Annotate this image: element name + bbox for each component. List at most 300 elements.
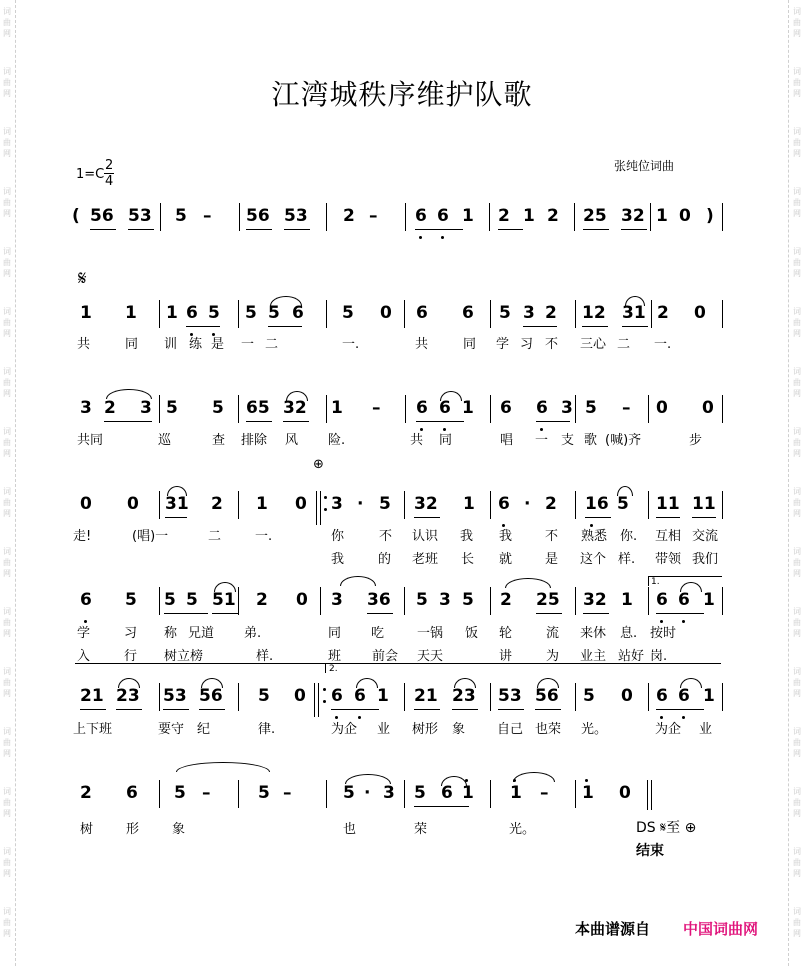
slur (680, 582, 702, 592)
underline (246, 229, 272, 230)
note: 6 (536, 398, 548, 418)
barline (326, 395, 327, 423)
note: 56 (90, 206, 114, 226)
lyric: 我 (331, 552, 345, 567)
lyric: 是 (545, 552, 559, 567)
note: 5 (343, 783, 355, 803)
note: 1 (462, 206, 474, 226)
note: 6 (186, 303, 198, 323)
note: 5 (585, 398, 597, 418)
note: 36 (367, 590, 391, 610)
barline (575, 587, 576, 615)
lyric: 来休 (580, 626, 607, 641)
note: 0 (702, 398, 714, 418)
note: 31 (622, 303, 646, 323)
barline (318, 683, 319, 717)
watermark-text: 词 曲 网 (3, 367, 11, 398)
underline (523, 326, 557, 327)
note: 0 (294, 686, 306, 706)
underline (583, 229, 609, 230)
lyric: 走! (73, 529, 92, 544)
watermark-text: 词 曲 网 (793, 427, 801, 458)
barline (238, 395, 239, 423)
note: 0 (656, 398, 668, 418)
lyric: 的 (378, 552, 392, 567)
note: 56 (535, 686, 559, 706)
underline (164, 613, 208, 614)
slur (440, 391, 462, 401)
barline (404, 491, 405, 519)
note: 5 (186, 590, 198, 610)
lyric: 弟. (244, 626, 262, 641)
watermark-text: 词 曲 网 (3, 787, 11, 818)
note: 0 (380, 303, 392, 323)
watermark-text: 词 曲 网 (793, 847, 801, 878)
note: 6 (292, 303, 304, 323)
underline (656, 709, 704, 710)
note: 51 (212, 590, 236, 610)
note: 0 (127, 494, 139, 514)
note: · (364, 783, 371, 803)
lyric: 步 (689, 433, 703, 448)
repeat-dot (324, 508, 327, 511)
note: 5 (414, 783, 426, 803)
lyric: 不 (545, 529, 559, 544)
watermark-text: 词 曲 网 (793, 127, 801, 158)
underline (116, 709, 142, 710)
note: 32 (414, 494, 438, 514)
underline (104, 421, 152, 422)
barline (722, 683, 723, 711)
lyric: 同 (439, 433, 453, 448)
lyric: 你 (331, 529, 345, 544)
barline (405, 203, 406, 231)
note: 2 (104, 398, 116, 418)
watermark-text: 词 曲 网 (3, 127, 11, 158)
note: 6 (331, 686, 343, 706)
note: 5 (175, 206, 187, 226)
underline (498, 229, 523, 230)
underline (416, 421, 464, 422)
watermark-text: 词 曲 网 (3, 907, 11, 938)
lyric: 交流 (692, 529, 719, 544)
note: 1 (80, 303, 92, 323)
underline (498, 709, 524, 710)
watermark-text: 词 曲 网 (3, 667, 11, 698)
note: 1 (462, 398, 474, 418)
lyric: 学 (496, 337, 510, 352)
note: 53 (163, 686, 187, 706)
barline (722, 395, 723, 423)
note: 6 (439, 398, 451, 418)
time-sig-top: 2 (105, 158, 114, 173)
barline (326, 203, 327, 231)
note: 5 (499, 303, 511, 323)
watermark-text: 词 曲 网 (3, 307, 11, 338)
system-divider (75, 663, 721, 664)
lyric: 兄道 (188, 626, 215, 641)
note: 11 (692, 494, 716, 514)
watermark-text: 词 曲 网 (3, 487, 11, 518)
note: 1 (582, 783, 594, 803)
octave-dot-high (513, 779, 516, 782)
note: 0 (80, 494, 92, 514)
note: 31 (165, 494, 189, 514)
barline (575, 395, 576, 423)
lyric: 一 (241, 337, 255, 352)
note: 0 (619, 783, 631, 803)
lyric: 就 (499, 552, 513, 567)
note: 6 (656, 686, 668, 706)
lyric: 一. (342, 337, 360, 352)
right-dashed-line (788, 0, 789, 966)
barline (648, 491, 649, 519)
note: 1 (703, 590, 715, 610)
underline (656, 613, 704, 614)
note: 53 (128, 206, 152, 226)
lyric: 长 (461, 552, 475, 567)
octave-dot-high (585, 779, 588, 782)
octave-dot (419, 236, 422, 239)
watermark-text: 词 曲 网 (793, 607, 801, 638)
lyric: 要守 (158, 722, 185, 737)
barline (648, 683, 649, 711)
watermark-text: 词 曲 网 (3, 727, 11, 758)
watermark-text: 词 曲 网 (793, 547, 801, 578)
note: 53 (498, 686, 522, 706)
barline (238, 683, 239, 711)
ds-marking: DS 𝄋至 ⊕ (636, 820, 697, 836)
watermark-text: 词 曲 网 (3, 67, 11, 98)
time-sig-bottom: 4 (105, 174, 114, 189)
slur (625, 296, 645, 306)
note: 2 (256, 590, 268, 610)
lyric: 形 (126, 822, 140, 837)
watermark-text: 词 曲 网 (3, 607, 11, 638)
underline (536, 613, 562, 614)
note: 6 (656, 590, 668, 610)
note: · (524, 494, 531, 514)
note: 3 (523, 303, 535, 323)
lyric: 行 (124, 649, 138, 664)
lyric: 岗. (650, 649, 668, 664)
note: 2 (343, 206, 355, 226)
underline (268, 326, 302, 327)
note: 3 (561, 398, 573, 418)
repeat-dot (323, 700, 326, 703)
lyric: 互相 (655, 529, 682, 544)
slur (441, 776, 467, 786)
barline (404, 587, 405, 615)
watermark-text: 词 曲 网 (3, 427, 11, 458)
note: 6 (500, 398, 512, 418)
lyric: 风 (285, 433, 299, 448)
lyric: 一 (535, 433, 549, 448)
barline (647, 780, 648, 810)
barline (238, 780, 239, 808)
lyric: 同 (463, 337, 477, 352)
underline (186, 326, 220, 327)
barline (575, 683, 576, 711)
note: 0 (694, 303, 706, 323)
note: 53 (284, 206, 308, 226)
slur (286, 391, 308, 401)
underline (90, 229, 116, 230)
underline (414, 517, 440, 518)
note: – (283, 783, 292, 803)
watermark-text: 词 曲 网 (3, 187, 11, 218)
lyric: (喊)齐 (605, 433, 642, 448)
lyric: 同 (125, 337, 139, 352)
underline (583, 613, 609, 614)
volta-1-label: 1. (651, 577, 660, 587)
lyric: 业 (699, 722, 713, 737)
slur (270, 296, 302, 306)
barline (722, 587, 723, 615)
barline (404, 683, 405, 711)
watermark-text: 词 曲 网 (3, 7, 11, 38)
barline (326, 300, 327, 328)
note: 1 (463, 494, 475, 514)
barline (648, 395, 649, 423)
note: 1 (462, 783, 474, 803)
octave-dot (682, 716, 685, 719)
barline (159, 300, 160, 328)
lyric: 一锅 (417, 626, 444, 641)
lyric: 吃 (371, 626, 385, 641)
note: 5 (208, 303, 220, 323)
note: 3 (331, 494, 343, 514)
note: – (202, 783, 211, 803)
note: 6 (462, 303, 474, 323)
key-signature: 1=C (76, 167, 105, 182)
note: 5 (416, 590, 428, 610)
underline (284, 229, 310, 230)
octave-dot-high (465, 779, 468, 782)
barline (314, 683, 315, 717)
note: 21 (80, 686, 104, 706)
watermark-text: 词 曲 网 (793, 307, 801, 338)
lyric: 险. (328, 433, 346, 448)
note: 32 (621, 206, 645, 226)
note: 1 (125, 303, 137, 323)
watermark-text: 词 曲 网 (793, 667, 801, 698)
note: 1 (703, 686, 715, 706)
watermark-text: 词 曲 网 (793, 787, 801, 818)
lyric: 我 (499, 529, 513, 544)
lyric: 是 (211, 337, 225, 352)
note: 2 (500, 590, 512, 610)
note: 6 (678, 686, 690, 706)
note: – (369, 206, 378, 226)
repeat-dot (323, 688, 326, 691)
lyric: 不 (379, 529, 393, 544)
underline (414, 709, 440, 710)
slur (118, 678, 140, 688)
slur (167, 486, 187, 496)
lyric: 我 (460, 529, 474, 544)
lyric: 入 (77, 649, 91, 664)
note: 56 (199, 686, 223, 706)
lyric: 站好 (618, 649, 645, 664)
barline (159, 780, 160, 808)
barline (575, 300, 576, 328)
octave-dot (682, 620, 685, 623)
note: 5 (342, 303, 354, 323)
barline (722, 491, 723, 519)
note: 5 (125, 590, 137, 610)
lyric: 样. (618, 552, 636, 567)
barline (159, 587, 160, 615)
lyric: 树形 (412, 722, 439, 737)
lyric: 带领 (655, 552, 682, 567)
underline (283, 421, 309, 422)
note: 0 (295, 494, 307, 514)
note: 32 (583, 590, 607, 610)
note: 2 (547, 206, 559, 226)
note: 5 (617, 494, 629, 514)
note: 6 (498, 494, 510, 514)
note: 5 (379, 494, 391, 514)
barline (574, 203, 575, 231)
lyric: 光。 (509, 822, 536, 837)
note: – (372, 398, 381, 418)
barline (320, 491, 321, 525)
note: 5 (258, 783, 270, 803)
barline (404, 780, 405, 808)
note: – (203, 206, 212, 226)
barline (238, 491, 239, 519)
note: 5 (212, 398, 224, 418)
note: 3 (80, 398, 92, 418)
lyric: 流 (546, 626, 560, 641)
left-dashed-line (15, 0, 16, 966)
note: – (622, 398, 631, 418)
underline (414, 806, 469, 807)
lyric: 称 (164, 626, 178, 641)
slur (505, 578, 551, 588)
note: 21 (414, 686, 438, 706)
barline (239, 203, 240, 231)
note: 0 (296, 590, 308, 610)
note: 5 (268, 303, 280, 323)
underline (582, 326, 608, 327)
barline (159, 395, 160, 423)
note: 0 (679, 206, 691, 226)
lyric: (唱)一 (132, 529, 169, 544)
lyric: 共 (415, 337, 429, 352)
barline (490, 395, 491, 423)
segno-sign: 𝄋 (78, 266, 87, 290)
underline (128, 229, 154, 230)
barline (316, 491, 317, 525)
slur (680, 678, 702, 688)
slur (356, 678, 378, 688)
note: 1 (510, 783, 522, 803)
barline (159, 491, 160, 519)
lyric: 业 (377, 722, 391, 737)
lyric: 为企 (655, 722, 682, 737)
footer-source-label: 本曲谱源自 (575, 920, 651, 938)
barline (651, 300, 652, 328)
note: 6 (416, 303, 428, 323)
note: 3 (331, 590, 343, 610)
lyric: 树 (80, 822, 94, 837)
lyric: 律. (258, 722, 276, 737)
note: 5 (258, 686, 270, 706)
lyric: 为企 (331, 722, 358, 737)
composer-credit: 张纯位词曲 (614, 159, 675, 173)
note: 2 (545, 494, 557, 514)
lyric: 共 (410, 433, 424, 448)
note: 12 (582, 303, 606, 323)
note: 16 (585, 494, 609, 514)
lyric: 你. (620, 529, 638, 544)
lyric: 二 (208, 529, 222, 544)
lyric: 习 (520, 337, 534, 352)
time-signature (104, 158, 114, 189)
note: 6 (678, 590, 690, 610)
note: 2 (657, 303, 669, 323)
footer-site-name: 中国词曲网 (683, 920, 759, 938)
underline (163, 709, 189, 710)
note: 5 (164, 590, 176, 610)
barline (722, 300, 723, 328)
lyric: 业主 (580, 649, 607, 664)
note: 1 (256, 494, 268, 514)
note: 6 (126, 783, 138, 803)
lyric: 老班 (412, 552, 439, 567)
slur (201, 678, 223, 688)
note: 23 (116, 686, 140, 706)
barline (648, 587, 649, 615)
note: ) (706, 206, 714, 226)
barline (160, 203, 161, 231)
underline (692, 517, 716, 518)
barline (575, 491, 576, 519)
lyric: 也 (343, 822, 357, 837)
note: 1 (166, 303, 178, 323)
barline (575, 780, 576, 808)
underline (331, 709, 379, 710)
slur (454, 678, 476, 688)
underline (165, 517, 187, 518)
barline (320, 587, 321, 615)
watermark-text: 词 曲 网 (793, 67, 801, 98)
slur (106, 389, 152, 399)
left-watermark-strip (0, 0, 16, 966)
barline (490, 780, 491, 808)
note: 65 (246, 398, 270, 418)
slur (617, 486, 633, 496)
lyric: 光。 (581, 722, 608, 737)
watermark-text: 词 曲 网 (793, 247, 801, 278)
barline (490, 491, 491, 519)
slur (345, 774, 391, 784)
lyric: 天天 (417, 649, 444, 664)
lyric: 学 (77, 626, 91, 641)
note: 23 (452, 686, 476, 706)
lyric: 前会 (372, 649, 399, 664)
barline (489, 203, 490, 231)
note: 56 (246, 206, 270, 226)
note: 25 (583, 206, 607, 226)
note: 6 (415, 206, 427, 226)
lyric: 象 (452, 722, 466, 737)
note: 2 (80, 783, 92, 803)
lyric: 班 (328, 649, 342, 664)
note: 2 (211, 494, 223, 514)
